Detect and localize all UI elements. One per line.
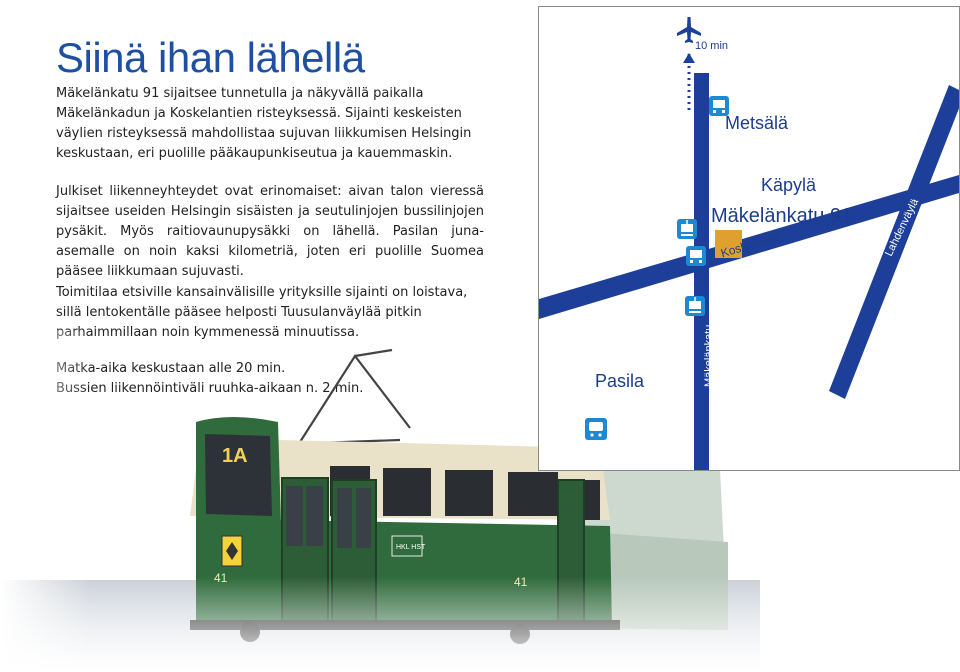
route-arrow [683,53,695,63]
tram-icon [677,219,697,239]
airport-paragraph: Toimitilaa etsiville kansainvälisille yrityksille sijainti on loistava, sillä lentokentälle pääsee helposti Tuusulanväylää pitkin [56,285,468,320]
place-kapyla: Käpylä [761,175,817,195]
street-lahdenvayla: Lahdenväylä [883,196,922,259]
street-koskelantie: Koskelantie [719,228,783,261]
street-makelankatu: Mäkelänkatu [703,324,715,387]
place-address: Mäkelänkatu 91 [711,205,853,227]
transport-paragraph: Julkiset liikenneyhteydet ovat erinomaiset: aivan talon vieressä sijaitsee useiden Helsingin sisäisten ja seutulinjojen bussilinjojen pysäkit. Myös raitiovaunupysäkki on lähellä. Pasilan juna-asemalle on noin kaksi kilometriä, joten eri puolille Suomea pääsee liikkumaan sujuvasti. [56,184,484,279]
intro-paragraph: Mäkelänkatu 91 sijaitsee tunnetulla ja näkyvällä paikalla Mäkelänkadun ja Koskelantien risteyksessä. Sijainti keskeisten väylien risteyksessä mahdollistaa sujuvan liikkumisen Helsingin keskustaan, eri puolille pääkaupunkiseutua ja kauemmaskin. [56,86,472,161]
location-map [538,6,960,471]
page-title: Siinä ihan lähellä [56,34,365,82]
airport-time-label: 10 min [695,40,729,52]
bus-icon [686,246,706,266]
place-pasila: Pasila [595,371,645,391]
place-metsala: Metsälä [725,113,789,133]
tram-icon [685,296,705,316]
train-icon [585,418,607,440]
